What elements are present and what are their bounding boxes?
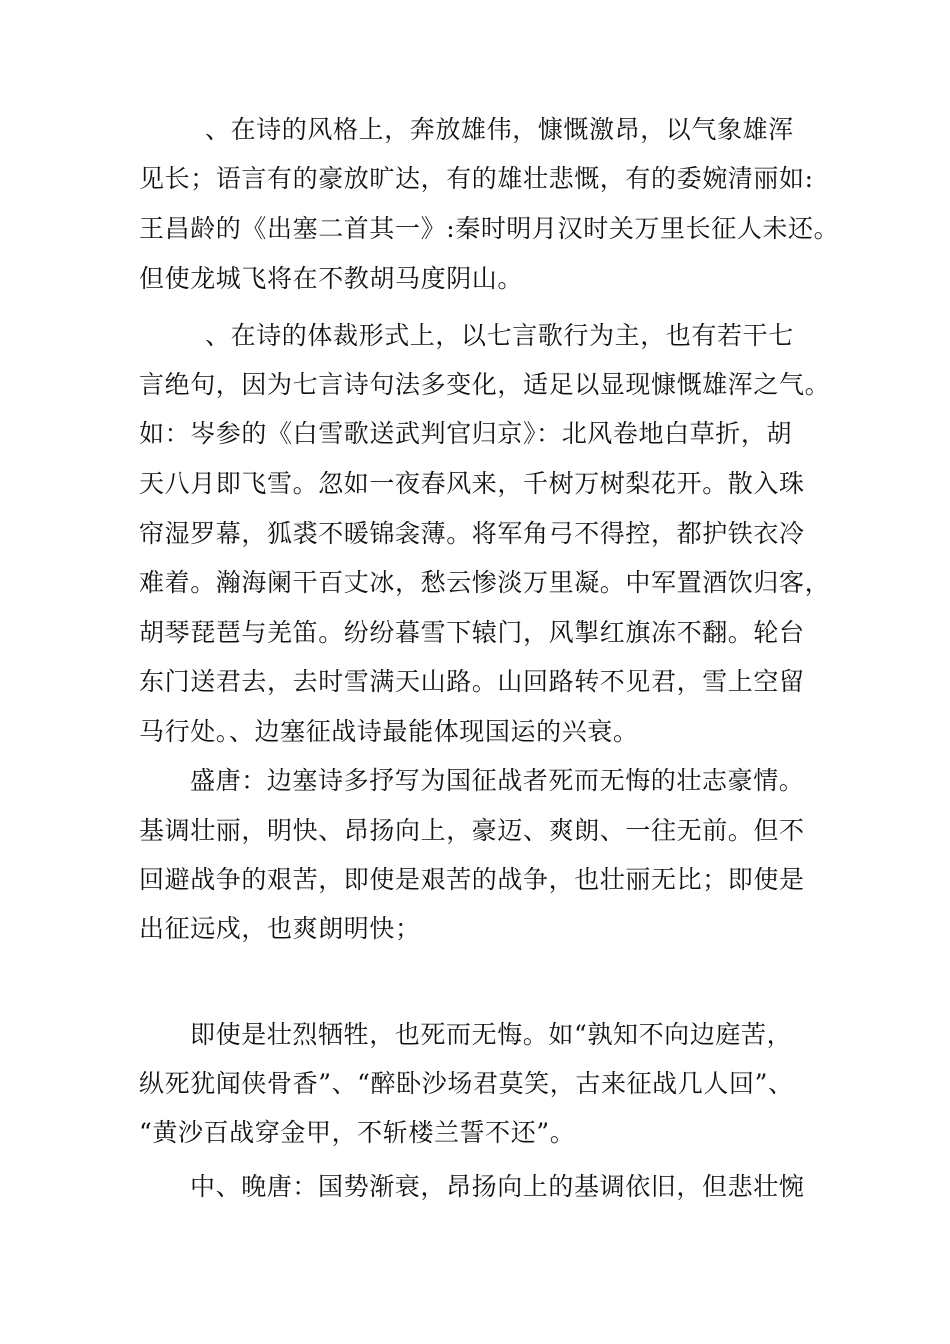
text-line: 难着。瀚海阑干百丈冰，愁云惨淡万里凝。中军置酒饮归客， — [139, 568, 831, 597]
text-line: 东门送君去，去时雪满天山路。山回路转不见君，雪上空留 — [139, 667, 805, 696]
text-line: 盛唐：边塞诗多抒写为国征战者死而无悔的壮志豪情。 — [190, 766, 805, 795]
text-line: 、在诗的风格上，奔放雄伟，慷慨激昂，以气象雄浑 — [205, 115, 794, 144]
text-line: 胡琴琵琶与羌笛。纷纷暮雪下辕门，风掣红旗冻不翻。轮台 — [139, 618, 805, 647]
text-line: 言绝句，因为七言诗句法多变化，适足以显现慷慨雄浑之气。 — [139, 370, 831, 399]
text-line: 出征远戍，也爽朗明快； — [139, 914, 421, 943]
text-line: 但使龙城飞将在不教胡马度阴山。 — [139, 264, 524, 293]
text-line: 王昌龄的《出塞二首其一》:秦时明月汉时关万里长征人未还。 — [139, 214, 840, 243]
text-line: 回避战争的艰苦，即使是艰苦的战争，也壮丽无比；即使是 — [139, 865, 805, 894]
text-line: 基调壮丽，明快、昂扬向上，豪迈、爽朗、一往无前。但不 — [139, 816, 805, 845]
text-line: 中、晚唐：国势渐衰，昂扬向上的基调依旧，但悲壮惋 — [190, 1172, 805, 1201]
text-line: 帘湿罗幕，狐裘不暖锦衾薄。将军角弓不得控，都护铁衣冷 — [139, 519, 805, 548]
text-line: 天八月即飞雪。忽如一夜春风来，千树万树梨花开。散入珠 — [139, 469, 805, 498]
text-line: 、在诗的体裁形式上，以七言歌行为主，也有若干七 — [205, 321, 794, 350]
text-line: 见长；语言有的豪放旷达，有的雄壮悲慨，有的委婉清丽如: — [139, 164, 814, 193]
text-line: 即使是壮烈牺牲，也死而无悔。如“孰知不向边庭苦， — [190, 1020, 793, 1049]
text-line: 纵死犹闻侠骨香”、“醉卧沙场君莫笑，古来征战几人回”、 — [139, 1069, 794, 1098]
text-line: “黄沙百战穿金甲，不斩楼兰誓不还”。 — [139, 1118, 576, 1147]
text-line: 马行处。、边塞征战诗最能体现国运的兴衰。 — [139, 717, 639, 746]
text-line: 如：岑参的《白雪歌送武判官归京》：北风卷地白草折，胡 — [139, 419, 793, 448]
